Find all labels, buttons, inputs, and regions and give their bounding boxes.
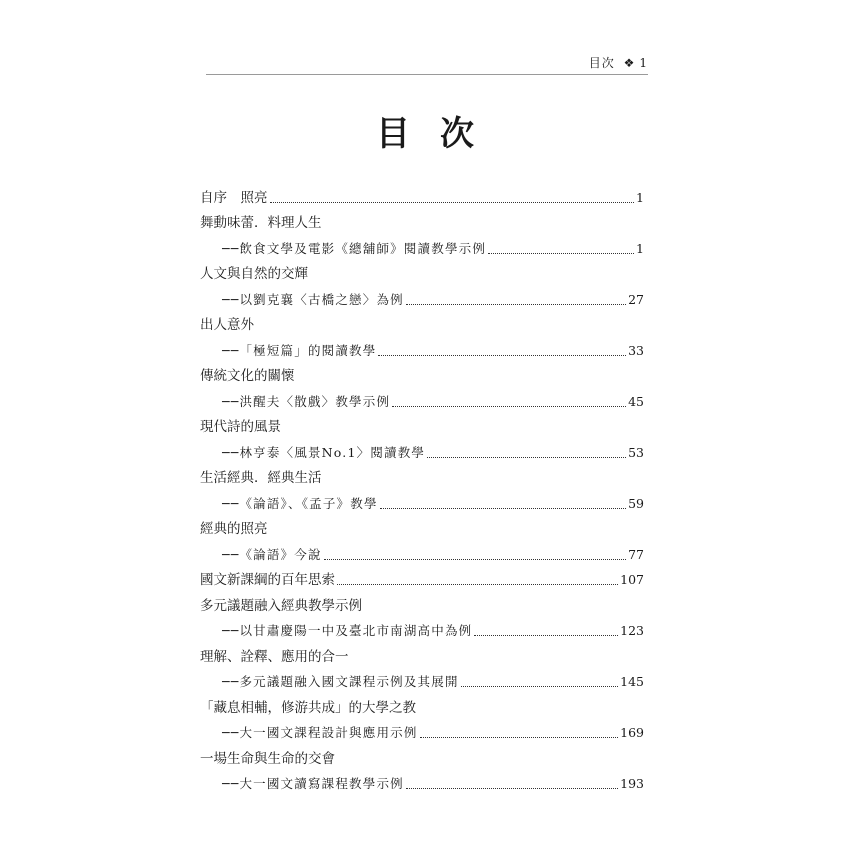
toc-entry-title: 生活經典．經典生活 [200,470,322,486]
toc-subtitle-text: ──大一國文課程設計與應用示例 [222,725,418,740]
header-section: 目次 [588,56,615,70]
dot-leader [474,635,618,636]
dot-leader [378,355,626,356]
toc-entry-title: 「藏息相輔，修游共成」的大學之教 [200,699,416,716]
toc-entry-row [200,411,644,437]
toc-subtitle-row [200,538,644,564]
toc-subtitle-row [200,232,644,258]
dot-leader [427,457,626,458]
toc-subtitle-text: ──「極短篇」的閱讀教學 [222,342,377,358]
dot-leader [270,202,635,203]
toc-entry-title: 自序 照亮 [200,189,268,206]
toc-entry-title: 理解、詮釋、應用的合一 [200,648,349,665]
dot-leader [392,406,626,407]
toc-page-number: 145 [620,674,644,689]
toc-subtitle-row [200,666,644,692]
toc-entry-row [200,309,644,335]
toc-subtitle-row [200,487,644,513]
dot-leader [406,304,626,305]
toc-subtitle-row [200,385,644,411]
running-header [206,52,648,75]
toc-entry-title: 出人意外 [200,317,254,333]
toc-page-number: 59 [628,495,644,511]
dot-leader [380,508,626,509]
toc-entry-row [200,181,644,207]
toc-subtitle-text: ──洪醒夫〈散戲〉教學示例 [222,393,391,409]
page-title: 目次 [376,114,504,154]
toc-subtitle-text: ──林亨泰〈風景No.1〉閱讀教學 [222,444,426,460]
toc-subtitle-text: ──以甘肅慶陽一中及臺北市南湖高中為例 [222,623,473,638]
dot-leader [337,584,618,585]
toc-entry-row [200,258,644,284]
toc-subtitle-row [200,334,644,360]
running-header-text [589,54,648,71]
toc-entry-row [200,207,644,233]
toc-entry-title: 舞動味蕾．料理人生 [200,215,322,231]
table-of-contents [200,181,644,793]
toc-subtitle-row [200,768,644,794]
toc-entry-row [200,462,644,488]
diamond-icon: ❖ [623,56,636,70]
toc-entry-title: 國文新課綱的百年思索 [200,572,335,588]
toc-page-number: 33 [628,342,644,358]
dot-leader [461,686,618,687]
dot-leader [324,559,626,560]
toc-entry-title: 經典的照亮 [200,521,268,537]
toc-page-number: 45 [628,393,644,409]
toc-page-number: 1 [636,240,644,256]
toc-subtitle-text: ──多元議題融入國文課程示例及其展開 [222,674,459,689]
toc-entry-row [200,742,644,768]
toc-entry-title: 一場生命與生命的交會 [200,750,335,767]
toc-subtitle-row [200,615,644,641]
toc-page-number: 53 [628,444,644,460]
toc-subtitle-row [200,436,644,462]
toc-subtitle-text: ──大一國文讀寫課程教學示例 [222,776,404,791]
toc-entry-row [200,564,644,590]
toc-entry-row [200,360,644,386]
toc-page-number: 27 [628,291,644,307]
toc-entry-row [200,691,644,717]
toc-page-number: 77 [628,546,644,562]
toc-page-number: 123 [620,623,644,638]
dot-leader [488,253,634,254]
toc-entry-row [200,640,644,666]
toc-subtitle-text: ──《論語》、《孟子》教學 [222,495,378,511]
toc-subtitle-text: ──飲食文學及電影《總舖師》閱讀教學示例 [222,240,487,256]
toc-entry-row [200,589,644,615]
toc-subtitle-text: ──以劉克襄〈古橋之戀〉為例 [222,291,404,307]
toc-page-number: 1 [636,189,644,205]
toc-entry-title: 傳統文化的關懷 [200,368,295,384]
toc-entry-title: 人文與自然的交輝 [200,266,308,282]
toc-entry-row [200,513,644,539]
header-page-number: 1 [639,56,648,70]
toc-subtitle-row [200,717,644,743]
dot-leader [420,737,619,738]
toc-entry-title: 現代詩的風景 [200,419,281,435]
toc-entry-title: 多元議題融入經典教學示例 [200,597,362,614]
toc-subtitle-text: ──《論語》今說 [222,546,322,562]
toc-subtitle-row [200,283,644,309]
toc-page-number: 169 [620,725,644,740]
toc-page-number: 193 [620,776,644,791]
toc-page-number: 107 [620,572,644,587]
dot-leader [406,788,618,789]
